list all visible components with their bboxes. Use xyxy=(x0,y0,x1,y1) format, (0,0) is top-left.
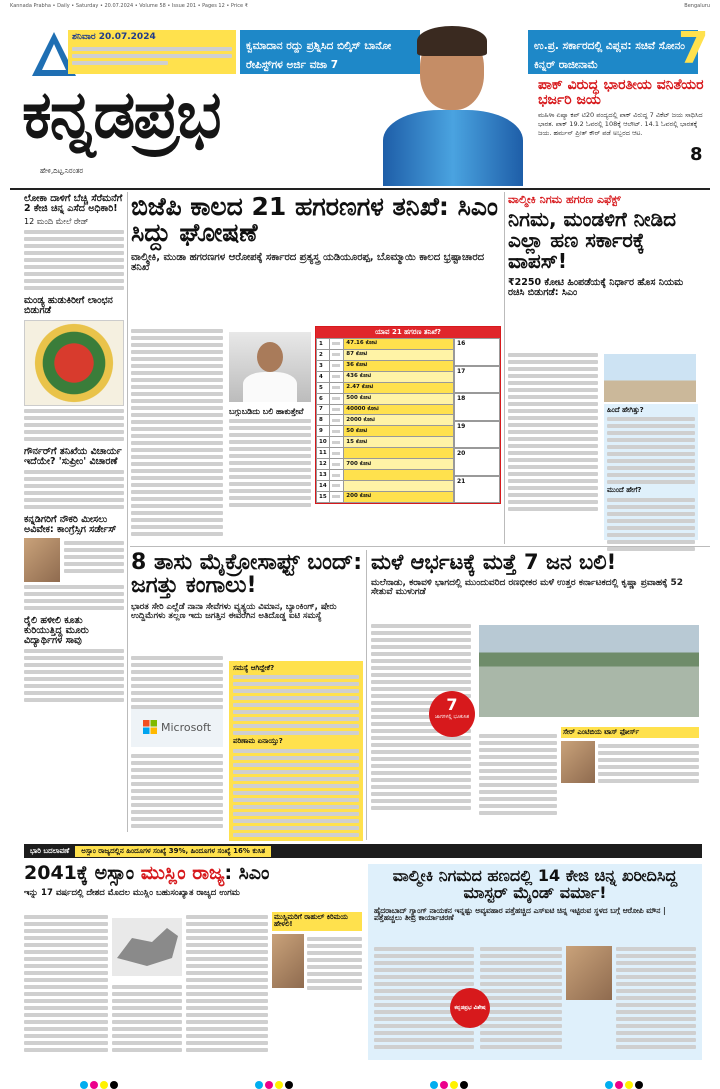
scam-row-num: 1 xyxy=(317,339,330,350)
flood-photo xyxy=(479,625,699,717)
scam-row xyxy=(317,459,454,470)
scam-row xyxy=(317,371,454,382)
masthead-right-top-page: 7 xyxy=(678,23,709,74)
scam-row-desc xyxy=(329,459,344,470)
scam-row-num: 10 xyxy=(317,437,330,448)
mtb-photo xyxy=(561,741,595,783)
masthead-mid-page: 7 xyxy=(330,59,339,71)
ticker-text: ಅಸ್ಸಾಂ ರಾಜ್ಯದಲ್ಲಿನ ಹಿಂದೂಗಳ ಸಂಖ್ಯೆ 39%, ಹಿಂದೂಗಳ ಸಂಖ್ಯೆ 16% ಕುಸಿತ xyxy=(75,846,271,857)
lead-divider xyxy=(504,192,505,544)
scam-row-desc xyxy=(329,491,344,502)
scam-row-num: 14 xyxy=(317,480,330,491)
rain-body2 xyxy=(479,731,557,818)
himanta-photo xyxy=(272,934,304,988)
masthead-right-top xyxy=(528,30,698,74)
microsoft-logo-icon xyxy=(143,720,157,734)
cricketer-jersey xyxy=(383,110,523,186)
scam-row-desc xyxy=(329,437,344,448)
microsoft-body xyxy=(131,653,223,712)
scam-row xyxy=(317,491,454,502)
assam-story xyxy=(24,864,362,1064)
left-column-divider xyxy=(127,192,128,832)
left-column xyxy=(24,194,124,834)
microsoft-headline: 8 ತಾಸು ಮೈಕ್ರೋಸಾಫ್ಟ್ ಬಂದ್: ಜಗತ್ತು ಕಂಗಾಲು! xyxy=(131,550,363,599)
valmiki-box2-title: ಮುಂದೆ ಹೇಗೆ? xyxy=(607,486,642,495)
scam-row-right: 19 xyxy=(454,421,500,449)
scam-row-num: 9 xyxy=(317,426,330,437)
scam-row-right: 17 xyxy=(454,366,500,394)
scam-row-right: 16 xyxy=(454,338,500,366)
registration-marks xyxy=(80,1074,680,1084)
assam-box xyxy=(272,912,362,993)
quote-body xyxy=(229,419,311,507)
masthead-right-story-body: ಮಹಿಳಾ ಏಷ್ಯಾ ಕಪ್ ಟಿ20 ಪಂದ್ಯದಲ್ಲಿ ಪಾಕ್ ವಿರುದ್ಧ 7 ವಿಕೆಟ್ ಜಯ ಸಾಧಿಸಿದ ಭಾರತ. ಪಾಕ್ 19.2 ಓವರಲ್ಲಿ 108ಕ್ಕೆ ಆಲೌಟ್. 14.1 ಓವರಲ್ಲಿ ಭಾರತಕ್ಕೆ ಜಯ. ಹರ್ಮನ್ ಪ್ರೀತ್ ಕೌರ್ ಪಡೆ ಅಬ್ಬರದ ಆಟ. xyxy=(538,111,703,137)
mastermind-body3 xyxy=(616,944,696,1052)
valmiki-body xyxy=(508,350,598,514)
lead-body-col xyxy=(131,326,223,539)
scam-row-amount: 87 ಕೋಟಿ xyxy=(344,349,454,360)
scam-table-right xyxy=(454,338,500,503)
scam-row xyxy=(317,470,454,481)
left-story4-title: ಕನ್ನಡಿಗರಿಗೆ ನೌಕರಿ ಮೀಸಲು ಅವಿವೇಕ: ಕಾಂಗ್ರೆಸ್ಸಿಗ ಸರ್ಡೇಸ್ xyxy=(24,513,117,535)
mandya-emblem xyxy=(24,320,124,406)
microsoft-deck: ಭಾರತ ಸೇರಿ ಎಲ್ಲೆಡೆ ನಾನಾ ಸೇವೆಗಳು ವ್ಯತ್ಯಯ ವಿಮಾನ, ಬ್ಯಾಂಕಿಂಗ್, ಷೇರು ಉದ್ದಿಮೆಗಳು ತಲ್ಲಣ ಇದು ಜಗತ್ತಿನ ಈವರೆಗಿನ ಅತಿದೊಡ್ಡ ಐಟಿ ಸಮಸ್ಯೆ xyxy=(131,602,337,622)
masthead-right-top-text: ಉ.ಪ್ರ. ಸರ್ಕಾರದಲ್ಲಿ ವಿಪ್ಲವ: ಸಚಿವೆ ಸೋನಂ ಕಿನ್ನರ್ ರಾಜೀನಾಮೆ xyxy=(534,40,685,71)
scam-row-amount: 436 ಕೋಟಿ xyxy=(344,371,454,382)
scam-row-amount: 2.47 ಕೋಟಿ xyxy=(344,382,454,393)
top-strip-left: Kannada Prabha • Daily • Saturday • 20.07.2024 • Volume 58 • Issue 201 • Pages 12 • Price ₹ xyxy=(10,3,248,9)
scam-row-num: 6 xyxy=(317,393,330,404)
assam-box-body xyxy=(307,934,362,993)
scam-row-desc xyxy=(329,404,344,415)
rain-sidebar xyxy=(561,727,699,786)
lead-story xyxy=(131,194,501,542)
valmiki-story xyxy=(508,194,698,542)
masthead-right-story xyxy=(538,78,708,138)
assam-map-icon xyxy=(112,918,182,976)
scam-row-num: 12 xyxy=(317,459,330,470)
scam-row xyxy=(317,426,454,437)
valmiki-headline: ನಿಗಮ, ಮಂಡಳಿಗೆ ನೀಡಿದ ಎಲ್ಲಾ ಹಣ ಸರ್ಕಾರಕ್ಕೆ ವಾಪಸ್! xyxy=(508,206,677,273)
scam-row-amount: 15 ಕೋಟಿ xyxy=(344,437,454,448)
cricketer-hair xyxy=(417,26,487,56)
scam-row-desc xyxy=(329,349,344,360)
left-story1-sub: 12 ಮಂದಿ ಮೇಲೆ ರೇಡ್ xyxy=(24,216,89,226)
left-story4-side xyxy=(64,538,124,582)
scam-table xyxy=(315,326,501,504)
assam-box-title: ಮುಸ್ಲಿಮರಿಗೆ ರಾಹುಲ್ ಕಿರಿಮಯ ಹೇಳಲಿ! xyxy=(272,912,362,931)
scam-row-desc xyxy=(329,448,344,459)
ticker-bar xyxy=(24,844,702,858)
microsoft-divider xyxy=(366,550,367,840)
masthead-mid-story-text: ಕ್ವಮಾದಾನ ರದ್ದು ಪ್ರಶ್ನಿಸಿದ ಬಿಲ್ಕಿಸ್ ಬಾನೋ ರೇಪಿಸ್ಟ್‌ಗಳ ಅರ್ಜಿ ವಜಾ xyxy=(246,40,392,71)
scam-row-num: 11 xyxy=(317,448,330,459)
left-story3-title: ಗೌರ್ನರ್‌ಗೆ ತನಿಖೆಯ ವಿಚಾರ್ಯ ಇದೆಯೇ? 'ಸುಪ್ರೀಂ' ವಿಚಾರಣೆ xyxy=(24,445,122,467)
masthead xyxy=(10,14,710,186)
scam-row-desc xyxy=(329,470,344,481)
scam-row xyxy=(317,382,454,393)
assam-headline xyxy=(24,864,362,884)
top-strip xyxy=(10,3,710,13)
scam-row-amount: 36 ಕೋಟಿ xyxy=(344,360,454,371)
microsoft-box1-body xyxy=(233,675,359,735)
microsoft-logo-text: Microsoft xyxy=(160,720,212,734)
assam-headline-a: 2041ಕ್ಕೆ ಅಸ್ಸಾಂ xyxy=(24,862,141,884)
scam-row-right: 18 xyxy=(454,393,500,421)
scam-row-amount: 500 ಕೋಟಿ xyxy=(344,393,454,404)
masthead-date: ಶನಿವಾರ 20.07.2024 xyxy=(72,32,156,42)
rain-deck: ಮಲೆನಾಡು, ಕರಾವಳಿ ಭಾಗದಲ್ಲಿ ಮುಂದುವರಿದ ರಣಭೀಕರ ಮಳೆ ಉತ್ತರ ಕರ್ನಾಟಕದಲ್ಲಿ ಕೃಷ್ಣಾ ಪ್ರವಾಹಕ್ಕೆ 52 ಸೇತುವೆ ಮುಳುಗಡೆ xyxy=(371,578,684,598)
scam-row-desc xyxy=(329,426,344,437)
quote-text: ಬಗ್ಗುಬಡಿದು ಬಲಿ ಹಾಕುತ್ತೇವೆ xyxy=(229,407,304,416)
scam-row-desc xyxy=(329,393,344,404)
assam-body xyxy=(24,912,108,1055)
scam-row xyxy=(317,360,454,371)
scam-row xyxy=(317,404,454,415)
cm-photo xyxy=(229,332,311,402)
scam-row xyxy=(317,349,454,360)
left-story2-body xyxy=(24,409,124,441)
microsoft-box2-body xyxy=(233,749,359,837)
masthead-right-story-page: 8 xyxy=(690,144,703,165)
assam-body3 xyxy=(186,912,268,1055)
assam-headline-b: ಮುಸ್ಲಿಂ ರಾಜ್ಯ xyxy=(140,862,225,884)
verma-photo xyxy=(566,946,612,1000)
left-story1-body xyxy=(24,230,124,290)
valmiki-box2-body xyxy=(607,498,695,551)
rain-sidebar-body xyxy=(598,741,699,786)
valmiki-kicker: ವಾಲ್ಮೀಕಿ ನಿಗಮ ಹಗರಣ ಎಫೆಕ್ಟ್ xyxy=(508,193,621,206)
scam-row-desc xyxy=(329,382,344,393)
microsoft-box1-title: ಸಮಸ್ಯೆ ಆಗಿದ್ದೇಕೆ? xyxy=(233,664,275,672)
scam-row-amount xyxy=(344,480,454,491)
scam-row-num: 7 xyxy=(317,404,330,415)
masthead-tagline: ಹೇಳಿ,ದಿಟ್ಟ,ನಿರಂತರ xyxy=(40,167,84,175)
assam-body2 xyxy=(112,982,182,1055)
scam-row-desc xyxy=(329,480,344,491)
scam-row-num: 13 xyxy=(317,470,330,481)
lead-deck: ವಾಲ್ಮೀಕಿ, ಮುಡಾ ಹಗರಣಗಳ ಆರೋಪಕ್ಕೆ ಸರ್ಕಾರದ ಪ್ರತ್ಯಸ್ತ್ರ ಯಡಿಯೂರಪ್ಪ, ಬೊಮ್ಮಾಯಿ ಕಾಲದ ಭ್ರಷ್ಟಾಚಾರದ ತನಿಖೆ xyxy=(131,251,485,273)
valmiki-deck: ₹2250 ಕೋಟಿ ಹಿಂಪಡೆಯಕ್ಕೆ ನಿರ್ಧಾರ ಹೊಸ ನಿಯಮ ರಚಿಸಿ ಬಿಡುಗಡೆ: ಸಿಎಂ xyxy=(508,276,684,298)
top-strip-right: Bengaluru xyxy=(684,3,710,9)
quote-box xyxy=(229,408,311,510)
scam-table-title: ಯಾವ 21 ಹಗರಣ ತನಿಖೆ? xyxy=(316,327,500,338)
rain-headline: ಮಳೆ ಆರ್ಭಟಕ್ಕೆ ಮತ್ತೆ 7 ಜನ ಬಲಿ! xyxy=(371,550,617,574)
scam-row-desc xyxy=(329,339,344,350)
masthead-rule xyxy=(10,188,710,190)
scam-row xyxy=(317,437,454,448)
mastermind-body2 xyxy=(480,944,562,1052)
left-story3-body xyxy=(24,470,124,509)
mastermind-seal xyxy=(450,988,490,1028)
scam-row-desc xyxy=(329,415,344,426)
scam-row-num: 8 xyxy=(317,415,330,426)
scam-row xyxy=(317,415,454,426)
scam-row xyxy=(317,339,454,350)
scam-row-amount: 50 ಕೋಟಿ xyxy=(344,426,454,437)
vidhana-soudha-photo xyxy=(604,354,696,402)
microsoft-story xyxy=(131,551,363,841)
landslide-badge xyxy=(429,691,475,737)
scam-row-right: 21 xyxy=(454,476,500,504)
scam-row xyxy=(317,480,454,491)
assam-headline-c: : ಸಿಎಂ xyxy=(224,862,270,884)
microsoft-box xyxy=(229,661,363,841)
scam-row-num: 4 xyxy=(317,371,330,382)
landslide-badge-num: 7 xyxy=(446,695,458,714)
assam-deck: ಇನ್ನು 17 ವರ್ಷದಲ್ಲಿ ದೇಶದ ಮೊದಲ ಮುಸ್ಲಿಂ ಬಹುಸಂಖ್ಯಾತ ರಾಜ್ಯದ ಉಗಮ xyxy=(24,887,240,898)
scam-row-right: 20 xyxy=(454,448,500,476)
scam-row-amount: 47.16 ಕೋಟಿ xyxy=(344,339,454,350)
mastermind-story xyxy=(368,864,702,1060)
rain-story xyxy=(371,551,699,841)
left-story4-body xyxy=(24,585,124,610)
scam-row-desc xyxy=(329,371,344,382)
scam-row-num: 2 xyxy=(317,349,330,360)
cricketer-photo xyxy=(375,24,525,186)
scam-row-amount xyxy=(344,470,454,481)
valmiki-box1-body xyxy=(607,417,695,484)
valmiki-box xyxy=(604,404,698,540)
scam-row-num: 3 xyxy=(317,360,330,371)
mastermind-seal-text: ಕನ್ನಡಪ್ರಭ ವಿಶೇಷ xyxy=(454,1004,486,1011)
scam-row xyxy=(317,448,454,459)
left-story1-title: ಲೋಕಾ ದಾಳಿಗೆ ಬೆಚ್ಚಿ ಸೆರೆಮನೆಗೆ 2 ಕೇಜಿ ಚಿನ್ನ ಎಸೆದ ಅಧಿಕಾರಿ! xyxy=(24,193,123,214)
masthead-date-subtext xyxy=(68,47,236,65)
sardesai-photo xyxy=(24,538,60,582)
scam-row-num: 5 xyxy=(317,382,330,393)
cm-body xyxy=(243,372,297,402)
scam-row-amount: 200 ಕೋಟಿ xyxy=(344,491,454,502)
rain-sidebar-title: ಸೇರ್ ಎಂಟಿಬಿಯ ಟಾಸ್ ಫೋರ್ಸ್ xyxy=(561,727,699,738)
microsoft-box2-title: ಪರಿಣಾಮ ಏನಾಯ್ತು? xyxy=(233,737,283,746)
scam-row-amount xyxy=(344,448,454,459)
ticker-label: ಭಾರಿ ಬದಲಾವಣೆ xyxy=(30,846,70,855)
left-story5-title: ರೈಲಿ ಹಳೀಲಿ ಕೂತು ಕುರಿಯುತ್ತಿದ್ದ ಮೂರು ವಿದ್ಯಾರ್ಥಿಗಳ ಸಾವು xyxy=(24,614,89,646)
scam-row xyxy=(317,393,454,404)
scam-row-amount: 700 ಕೋಟಿ xyxy=(344,459,454,470)
mastermind-headline: ವಾಲ್ಮೀಕಿ ನಿಗಮದ ಹಣದಲ್ಲಿ 14 ಕೇಜಿ ಚಿನ್ನ ಖರೀದಿಸಿದ್ದ ಮಾಸ್ಟರ್ ಮೈಂಡ್ ವರ್ಮಾ! xyxy=(392,866,678,902)
left-story2-title: ಮಂಡ್ಯ ಹುಡುಕಿರೀಗೆ ಲಾಂಛನ ಬಿಡುಗಡೆ xyxy=(24,294,113,316)
microsoft-body2 xyxy=(131,751,223,831)
scam-row-num: 15 xyxy=(317,491,330,502)
valmiki-box1-title: ಹಿಂದೆ ಹೇಗಿತ್ತು? xyxy=(607,406,644,414)
scam-row-amount: 40000 ಕೋಟಿ xyxy=(344,404,454,415)
mastermind-deck: ಹೈದರಾಬಾದ್ ಗ್ಯಾಂಗ್ ನಾಯಕನ ಇನ್ನಷ್ಟು ಅವ್ಯವಹಾರ ಪತ್ತೆಹಚ್ಚಿದ ಎಸ್‌ಐಟಿ ಚಿನ್ನ ಇಟ್ಟಿರುವ ಸ್ಥಳದ ಬಗ್ಗೆ ಆರೋಪಿ ಮೌನ | ಪತ್ತೆಹಚ್ಚಲು ತೀವ್ರ ಕಾರ್ಯಾಚರಣೆ xyxy=(374,905,666,923)
masthead-date-box xyxy=(68,30,236,74)
lead-headline: ಬಿಜೆಪಿ ಕಾಲದ 21 ಹಗರಣಗಳ ತನಿಖೆ: ಸಿಎಂ ಸಿದ್ದು ಘೋಷಣೆ xyxy=(131,192,499,248)
masthead-logo: ಕನ್ನಡಪ್ರಭ xyxy=(22,76,220,153)
scam-row-desc xyxy=(329,360,344,371)
microsoft-logo-box xyxy=(131,707,223,747)
left-story5-body xyxy=(24,649,124,702)
masthead-right-story-title: ಪಾಕ್ ವಿರುದ್ಧ ಭಾರತೀಯ ವನಿತೆಯರ ಭರ್ಜರಿ ಜಯ xyxy=(538,77,704,108)
cm-head xyxy=(257,342,283,372)
landslide-badge-text: ಜಾಗಗಳಲ್ಲಿ ಭೂಕುಸಿತ xyxy=(434,713,470,720)
scam-row-amount: 2000 ಕೋಟಿ xyxy=(344,415,454,426)
mid-rule xyxy=(130,546,710,547)
scam-table-left xyxy=(316,338,454,503)
assam-map xyxy=(112,918,182,976)
